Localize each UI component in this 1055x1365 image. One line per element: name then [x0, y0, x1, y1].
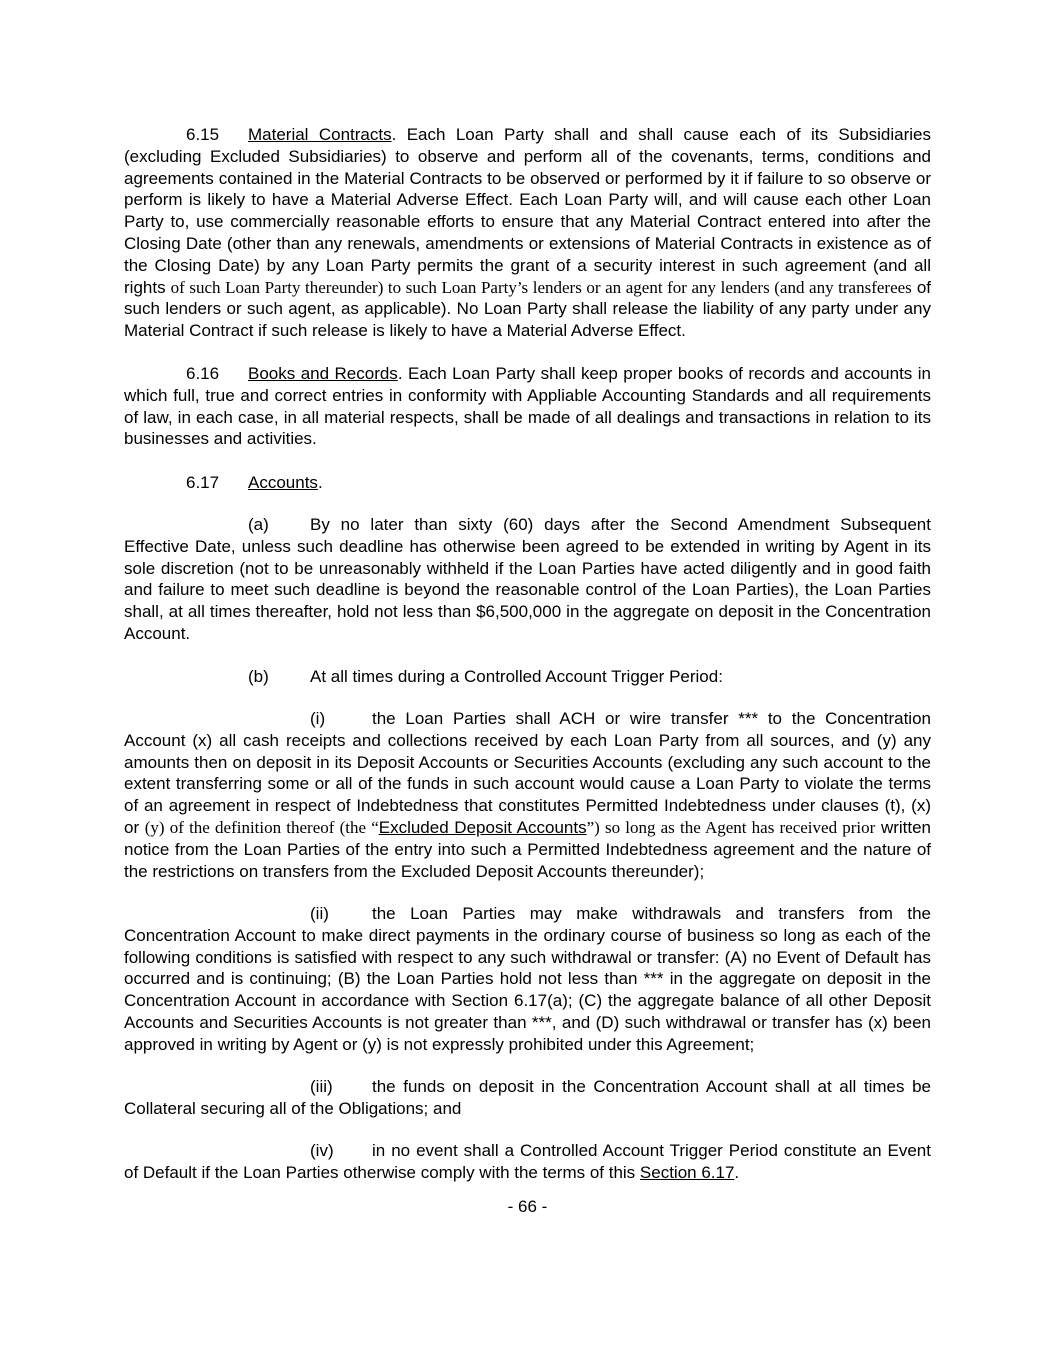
section-reference: Section 6.17: [639, 1162, 735, 1182]
section-title-suffix: .: [317, 473, 323, 492]
section-title: Accounts: [248, 473, 318, 492]
clause-label: (ii): [310, 904, 329, 923]
clause-text: in no event shall a Controlled Account Trigger Period constitute an Event of Default if the Loan Parties otherwise comply with the terms of this: [124, 1141, 931, 1182]
page-number: - 66 -: [507, 1197, 548, 1216]
clause-label: (iii): [310, 1077, 333, 1096]
section-title: Books and Records: [248, 364, 398, 383]
clause-text: the Loan Parties may make withdrawals and transfers from the Concentration Account to make direct payments in the ordinary course of business so long as each of the following conditions is satisfied with respect to any such withdrawal or transfer: (A) no Event of Default has occurred and is continuing; (B) the Loan Parties hold not less than *** in the aggregate on deposit in the Concentration Account in accordance with Section 6.17(a); (C) the aggregate balance of all other Deposit Accounts and Securities Accounts is not greater than ***, and (D) such withdrawal or transfer has (x) been approved in writing by Agent or (y) is not expressly prohibited under this Agreement;: [124, 904, 931, 1054]
section-6-15: [124, 124, 931, 342]
clause-b: [124, 666, 931, 688]
clause-text: By no later than sixty (60) days after the Second Amendment Subsequent Effective Date, unless such deadline has otherwise been agreed to be extended in writing by Agent in its sole discretion (not to be unreasonably withheld if the Loan Parties have acted diligently and in good faith and failure to meet such deadline is beyond the reasonable control of the Loan Parties), the Loan Parties shall, at all times thereafter, hold not less than $6,500,000 in the aggregate on deposit in the Concentration Account.: [124, 515, 931, 643]
clause-text-serif: (y) of the definition thereof (the “: [144, 817, 379, 837]
clause-text-serif: ”) so long as the Agent has received prior: [586, 817, 876, 837]
section-text: . Each Loan Party shall keep proper books of records and accounts in which full, true and correct entries in conformity with Appliable Accounting Standards and all requirements of law, in each case, in all material respects, shall be made of all dealings and transactions in relation to its businesses and activities.: [124, 364, 931, 449]
section-text: . Each Loan Party shall and shall cause each of its Subsidiaries (excluding Excluded Subsidiaries) to observe and perform all of the covenants, terms, conditions and agreements contained in the Material Contracts to be observed or performed by it if failure to so observe or perform is likely to have a Material Adverse Effect. Each Loan Party will, and will cause each other Loan Party to, use commercially reasonable efforts to ensure that any Material Contract entered into after the Closing Date (other than any renewals, amendments or extensions of Material Contracts in existence as of the Closing Date) by any Loan Party permits the grant of a security interest in such agreement (and all rights: [124, 125, 931, 297]
clause-iv: [124, 1140, 931, 1184]
section-number: 6.16: [186, 364, 220, 383]
section-title: Material Contracts: [248, 125, 392, 144]
clause-label: (i): [310, 709, 326, 728]
clause-a: [124, 514, 931, 645]
clause-text: the funds on deposit in the Concentration Account shall at all times be Collateral securing all of the Obligations; and: [124, 1077, 931, 1118]
clause-i: [124, 708, 931, 882]
section-6-17-heading: [124, 472, 931, 494]
clause-iii: [124, 1076, 931, 1120]
clause-label: (iv): [310, 1141, 334, 1160]
section-number: 6.15: [186, 125, 220, 144]
clause-label: (a): [248, 515, 269, 534]
clause-label: (b): [248, 667, 269, 686]
clause-text: written notice from the Loan Parties of the entry into such a Permitted Indebtedness agreement and the nature of the restrictions on transfers from the Excluded Deposit Accounts thereunder);: [124, 817, 932, 881]
clause-text: the Loan Parties shall ACH or wire transfer *** to the Concentration Account (x) all cash receipts and collections received by each Loan Party from all sources, and (y) any amounts then on deposit in its Deposit Accounts or Securities Accounts (excluding any such account to the extent transferring some or all of the funds in such account would cause a Loan Party to violate the terms of an agreement in respect of Indebtedness that constitutes Permitted Indebtedness under clauses (t), (x) or: [124, 709, 931, 837]
section-text: of such lenders or such agent, as applicable). No Loan Party shall release the liability of any party under any Material Contract if such release is likely to have a Material Adverse Effect.: [124, 277, 931, 341]
clause-text: At all times during a Controlled Account Trigger Period:: [310, 667, 723, 686]
section-number: 6.17: [186, 473, 220, 492]
clause-ii: [124, 903, 931, 1056]
clause-text: .: [734, 1162, 740, 1182]
section-text-serif: of such Loan Party thereunder) to such Loan Party’s lenders or an agent for any lenders (and any transferees: [170, 277, 912, 297]
defined-term: Excluded Deposit Accounts: [378, 817, 587, 837]
section-6-16: [124, 363, 931, 450]
